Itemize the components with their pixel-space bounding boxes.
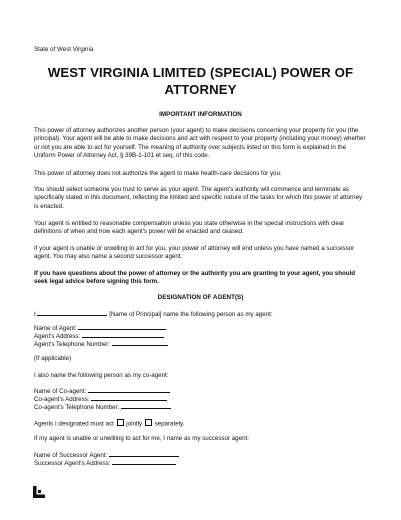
agent-address-label: Agent's Address: [34, 333, 81, 340]
agent-name-field[interactable] [78, 323, 166, 330]
coagent-name-label: Name of Co-agent: [34, 388, 87, 395]
principal-line [34, 309, 273, 319]
paragraph-legal-advice: If you have questions about the power of attorney or the authority you are granting to your agent, you should seek legal advice before signing this form. [34, 270, 356, 286]
jointly-checkbox[interactable] [117, 419, 124, 426]
paragraph-select-agent: You should select someone you trust to serve as your agent. The agent's authority will commence and terminate as specifically stated in this document, reflecting the limited and specific nature of the tasks for which this power of attorney is enacted. [34, 186, 363, 210]
paragraph-successor: If your agent is unable or unwilling to act for you, your power of attorney will end unless you have named a successor agent. You may also name a second successor agent. [34, 245, 355, 261]
if-applicable-note: (If applicable) [34, 355, 72, 362]
separately-label: separately. [154, 420, 185, 428]
separately-checkbox[interactable] [145, 419, 152, 426]
coagent-address-field[interactable] [91, 394, 167, 401]
paragraph-authority: This power of attorney authorizes another person (your agent) to make decisions concerning your property for you (the principal). Your agent will be able to make decisions and act with respect to your property (including your money) whether or not you are able to act for yourself. The meaning of authority over subjects listed on this form is explained in the Uniform Power of Attorney Act, § 39B-1-101 et seq. of this code. [34, 127, 366, 160]
principal-suffix: [Name of Principal] name the following person as my agent: [109, 311, 273, 318]
successor-address-line [34, 458, 176, 468]
important-info-heading: IMPORTANT INFORMATION [159, 111, 242, 118]
act-jointly-separately-line [34, 419, 184, 429]
coagent-phone-field[interactable] [121, 402, 171, 409]
document-title: WEST VIRGINIA LIMITED (SPECIAL) POWER OF ATTORNEY [47, 65, 354, 97]
paragraph-health-care: This power of attorney does not authorize the agent to make health-care decisions for you. [34, 170, 282, 177]
state-label: State of West Virginia [34, 46, 94, 53]
coagent-intro: I also name the following person as my co-agent: [34, 372, 169, 379]
agent-phone-label: Agent's Telephone Number: [34, 341, 111, 348]
principal-name-field[interactable] [37, 309, 107, 316]
agent-address-field[interactable] [82, 331, 164, 338]
successor-intro: If my agent is unable or unwilling to act for me, I name as my successor agent: [34, 435, 249, 442]
coagent-address-label: Co-agent's Address: [34, 396, 90, 403]
designation-heading: DESIGNATION OF AGENT(S) [157, 294, 244, 301]
coagent-phone-label: Co-agent's Telephone Number: [34, 404, 120, 411]
agent-phone-field[interactable] [112, 339, 168, 346]
agent-phone-line [34, 339, 168, 349]
principal-prefix: I [34, 311, 36, 318]
agent-name-label: Name of Agent: [34, 325, 77, 332]
legal-templates-logo-icon [32, 485, 46, 499]
jointly-label: jointly [126, 420, 143, 428]
successor-name-label: Name of Successor Agent: [34, 452, 108, 459]
successor-name-field[interactable] [109, 450, 179, 457]
act-prefix: Agents I designated must act [34, 420, 114, 428]
successor-address-field[interactable] [112, 458, 176, 465]
successor-address-label: Successor Agent's Address: [34, 460, 111, 467]
coagent-name-field[interactable] [88, 386, 170, 393]
coagent-phone-line [34, 402, 171, 412]
paragraph-compensation: Your agent is entitled to reasonable compensation unless you state otherwise in the special instructions with clear definitions of when and how each agent's power will be enacted and ceased. [34, 220, 345, 236]
